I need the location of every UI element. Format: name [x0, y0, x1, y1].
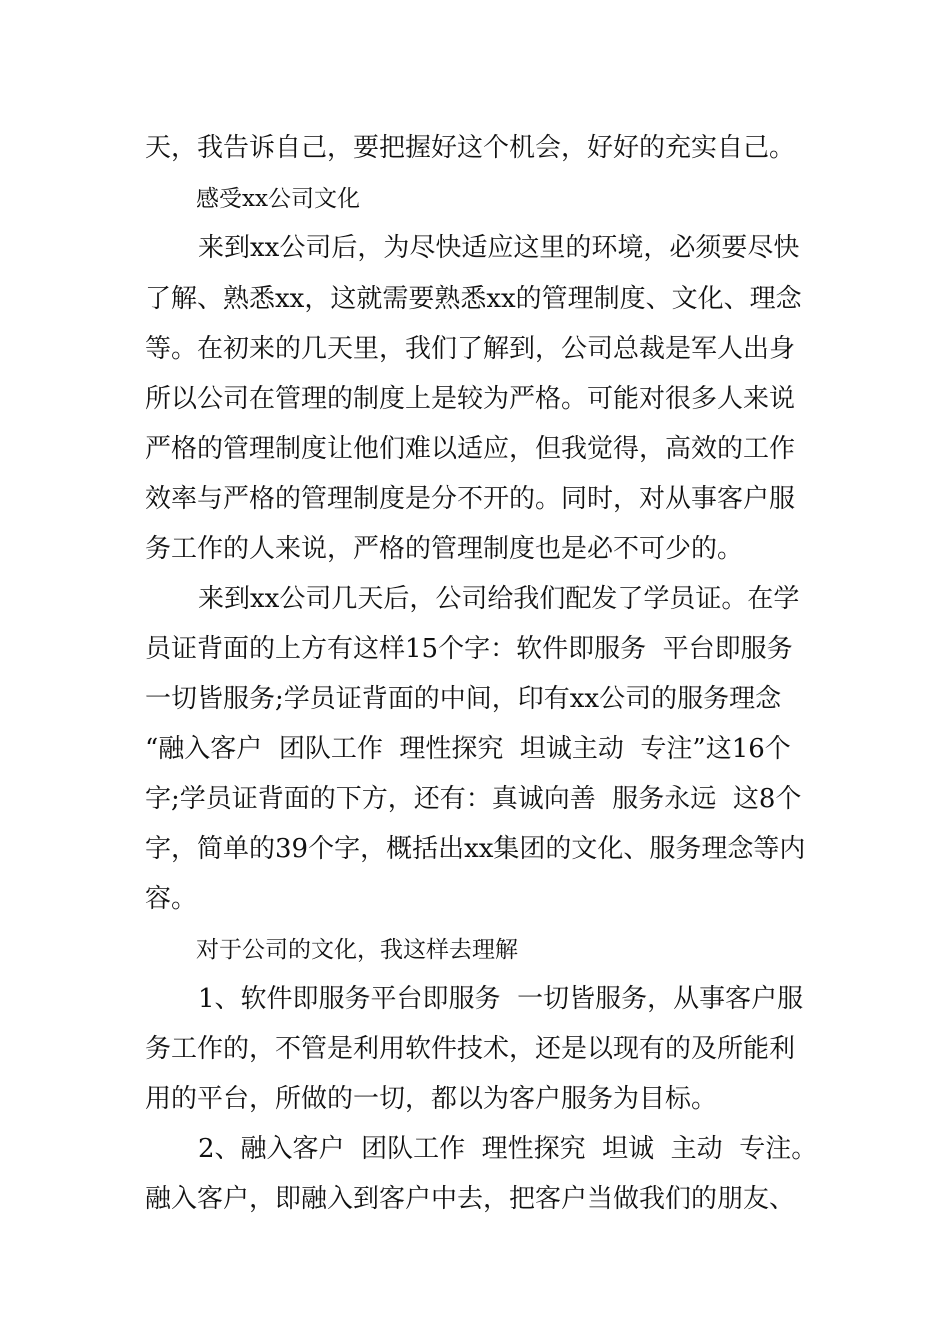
paragraph-first-line: 来到xx公司后，为尽快适应这里的环境，必须要尽快 [198, 233, 800, 263]
text-line: 务工作的人来说，严格的管理制度也是必不可少的。 [145, 534, 744, 564]
text-line: 严格的管理制度让他们难以适应，但我觉得，高效的工作 [145, 434, 796, 464]
text-line: 天，我告诉自己，要把握好这个机会，好好的充实自己。 [145, 133, 796, 163]
text-line: 一切皆服务;学员证背面的中间，印有xx公司的服务理念 [145, 684, 782, 714]
text-line: 用的平台，所做的一切，都以为客户服务为目标。 [145, 1084, 718, 1114]
text-line: 容。 [145, 884, 198, 914]
paragraph-first-line: 来到xx公司几天后，公司给我们配发了学员证。在学 [198, 584, 800, 614]
section-heading: 对于公司的文化，我这样去理解 [196, 937, 518, 963]
text-line: 融入客户，即融入到客户中去，把客户当做我们的朋友、 [145, 1184, 796, 1214]
section-heading: 感受xx公司文化 [196, 186, 360, 212]
text-line: 等。在初来的几天里，我们了解到，公司总裁是军人出身 [145, 334, 796, 364]
list-item-first-line: 1、软件即服务平台即服务 一切皆服务，从事客户服 [198, 984, 804, 1014]
text-line: 务工作的，不管是利用软件技术，还是以现有的及所能利 [145, 1034, 796, 1064]
text-line: 效率与严格的管理制度是分不开的。同时，对从事客户服 [145, 484, 796, 514]
list-item-first-line: 2、融入客户 团队工作 理性探究 坦诚 主动 专注。 [198, 1134, 818, 1164]
text-line: 字;学员证背面的下方，还有：真诚向善 服务永远 这8个 [145, 784, 802, 814]
text-line: “融入客户 团队工作 理性探究 坦诚主动 专注”这16个 [145, 734, 791, 764]
text-line: 了解、熟悉xx，这就需要熟悉xx的管理制度、文化、理念 [145, 284, 802, 314]
text-line: 所以公司在管理的制度上是较为严格。可能对很多人来说 [145, 384, 796, 414]
text-line: 员证背面的上方有这样15个字：软件即服务 平台即服务 [145, 634, 793, 664]
text-line: 字，简单的39个字，概括出xx集团的文化、服务理念等内 [145, 834, 806, 864]
